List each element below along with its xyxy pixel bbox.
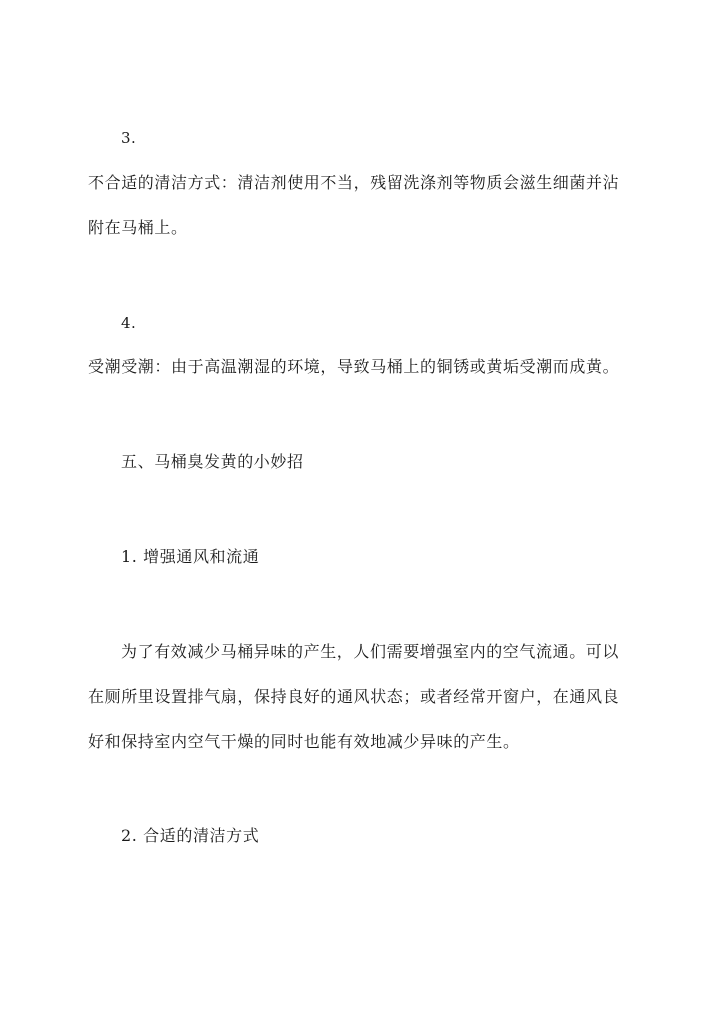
paragraph-line: 附在马桶上。 xyxy=(88,218,188,237)
paragraph-line: 受潮受潮：由于高温潮湿的环境，导致马桶上的铜锈或黄垢受潮而成黄。 xyxy=(88,357,620,376)
section-heading: 五、马桶臭发黄的小妙招 xyxy=(121,452,304,471)
paragraph-line: 在厕所里设置排气扇，保持良好的通风状态；或者经常开窗户，在通风良 xyxy=(88,687,620,706)
list-item-number: 3. xyxy=(121,129,137,147)
paragraph-line: 好和保持室内空气干燥的同时也能有效地减少异味的产生。 xyxy=(88,732,520,751)
paragraph-line: 不合适的清洁方式：清洁剂使用不当，残留洗涤剂等物质会滋生细菌并沾 xyxy=(88,173,620,192)
subsection-heading: 2. 合适的清洁方式 xyxy=(121,826,260,845)
paragraph-line: 为了有效减少马桶异味的产生，人们需要增强室内的空气流通。可以 xyxy=(121,642,620,661)
subsection-heading: 1. 增强通风和流通 xyxy=(121,547,260,566)
list-item-number: 4. xyxy=(121,314,137,332)
